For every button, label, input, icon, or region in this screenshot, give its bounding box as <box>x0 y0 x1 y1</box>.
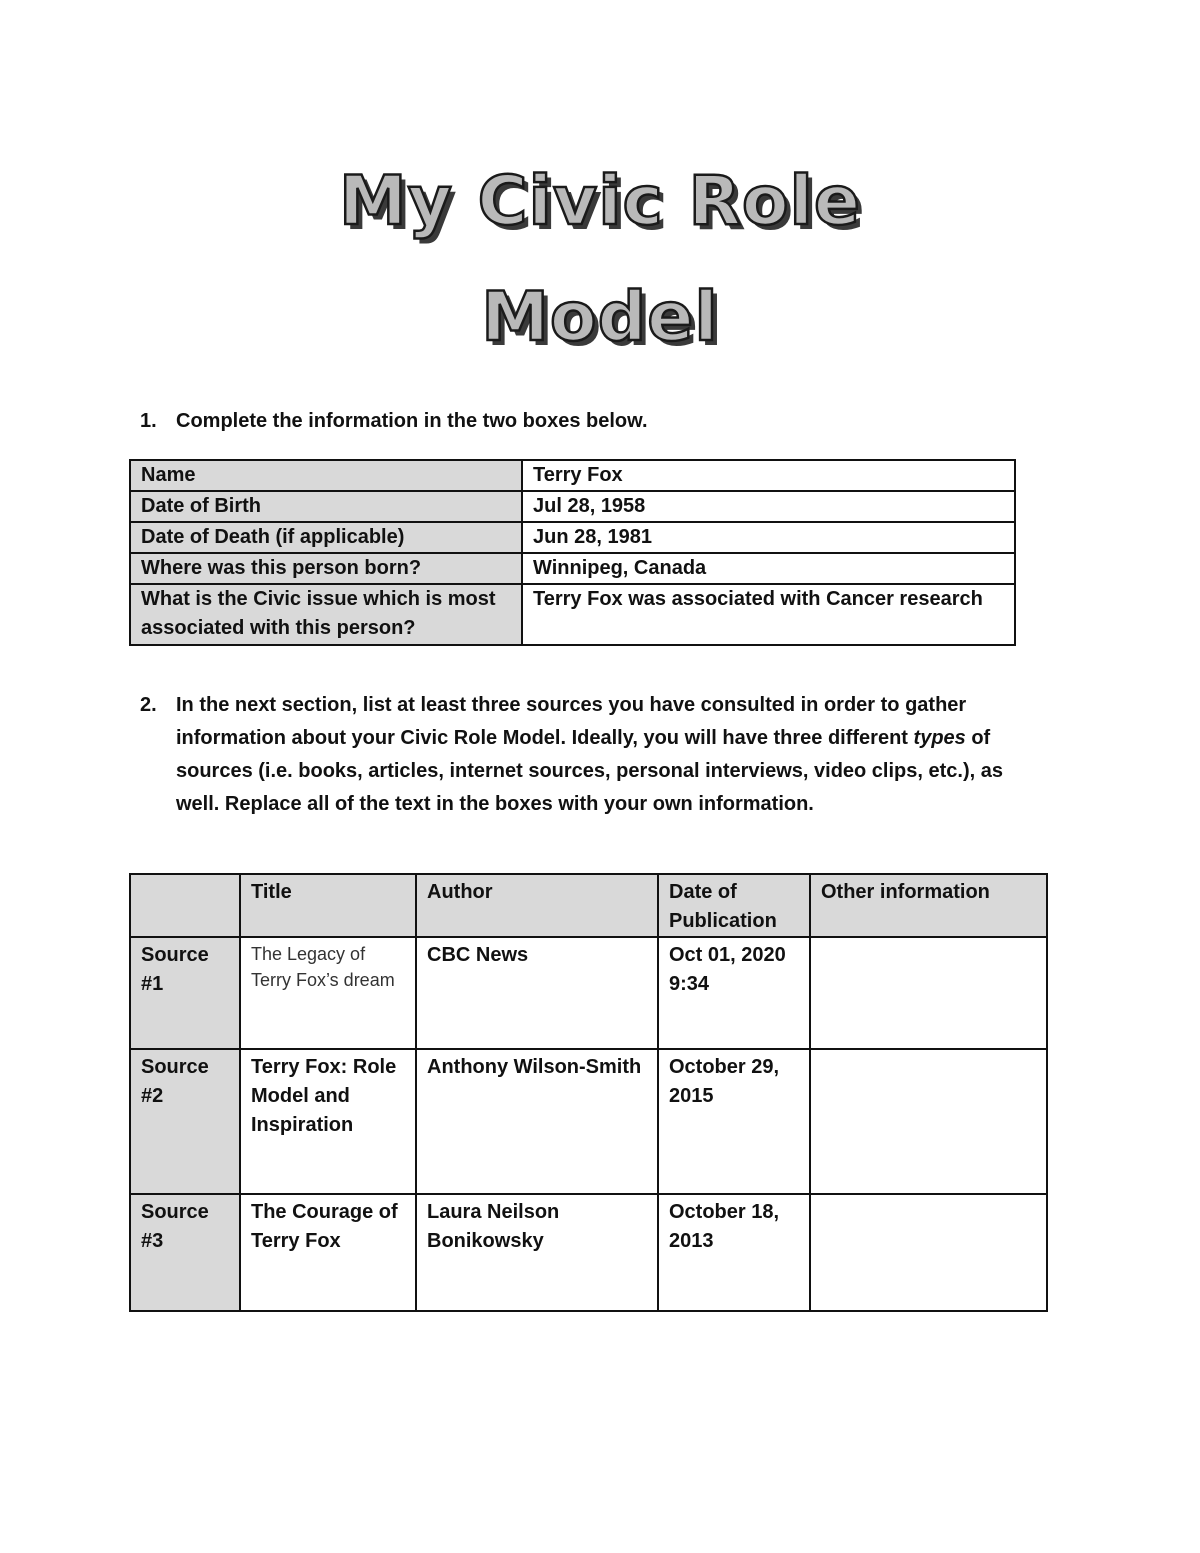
info-value-name[interactable]: Terry Fox <box>522 460 1015 491</box>
source-author[interactable]: Anthony Wilson-Smith <box>416 1049 658 1194</box>
table-row <box>130 491 1015 522</box>
instruction-number: 1. <box>140 410 157 432</box>
info-table <box>129 459 1016 646</box>
column-header-blank <box>130 874 240 937</box>
source-label: Source #1 <box>130 937 240 1049</box>
source-other[interactable] <box>810 1194 1047 1311</box>
page-title-line-1: My Civic Role <box>338 162 861 241</box>
source-date[interactable]: Oct 01, 2020 9:34 <box>658 937 810 1049</box>
info-label-civic-issue: What is the Civic issue which is most associated with this person? <box>130 584 522 645</box>
info-label-birthplace: Where was this person born? <box>130 553 522 584</box>
info-label-birth: Date of Birth <box>130 491 522 522</box>
column-header-date: Date of Publication <box>658 874 810 937</box>
table-row <box>130 553 1015 584</box>
instruction-text: Complete the information in the two boxes below. <box>176 410 648 432</box>
table-row <box>130 1049 1047 1194</box>
info-value-birthplace[interactable]: Winnipeg, Canada <box>522 553 1015 584</box>
table-row <box>130 584 1015 645</box>
table-row <box>130 522 1015 553</box>
info-label-death: Date of Death (if applicable) <box>130 522 522 553</box>
instruction-number: 2. <box>140 694 157 716</box>
source-author[interactable]: CBC News <box>416 937 658 1049</box>
info-value-birth[interactable]: Jul 28, 1958 <box>522 491 1015 522</box>
source-label: Source #3 <box>130 1194 240 1311</box>
instruction-2 <box>140 689 1020 821</box>
table-row <box>130 1194 1047 1311</box>
table-header-row <box>130 874 1047 937</box>
page-title-line-2: Model <box>481 278 719 357</box>
table-row <box>130 460 1015 491</box>
table-row <box>130 937 1047 1049</box>
info-value-civic-issue[interactable]: Terry Fox was associated with Cancer research <box>522 584 1015 645</box>
sources-table <box>129 873 1048 1312</box>
source-other[interactable] <box>810 937 1047 1049</box>
instruction-text-part: In the next section, list at least three sources you have consulted in order to gather information about your Civic Role Model. Ideally, you will have three different <box>176 694 967 749</box>
instruction-text-emphasis: types <box>913 727 966 749</box>
source-title[interactable]: Terry Fox: Role Model and Inspiration <box>240 1049 416 1194</box>
source-author[interactable]: Laura Neilson Bonikowsky <box>416 1194 658 1311</box>
column-header-other: Other information <box>810 874 1047 937</box>
source-date[interactable]: October 18, 2013 <box>658 1194 810 1311</box>
instruction-text-part: of sources (i.e. books, articles, internet sources, personal interviews, video clips, etc.), as well. Replace all of the text in the boxes with your own information. <box>176 727 1003 815</box>
source-date[interactable]: October 29, 2015 <box>658 1049 810 1194</box>
source-other[interactable] <box>810 1049 1047 1194</box>
instruction-text <box>176 689 1020 821</box>
info-label-name: Name <box>130 460 522 491</box>
column-header-author: Author <box>416 874 658 937</box>
column-header-title: Title <box>240 874 416 937</box>
instruction-1 <box>140 405 1020 438</box>
source-title[interactable]: The Courage of Terry Fox <box>240 1194 416 1311</box>
source-title[interactable]: The Legacy of Terry Fox’s dream <box>240 937 416 1049</box>
source-label: Source #2 <box>130 1049 240 1194</box>
info-value-death[interactable]: Jun 28, 1981 <box>522 522 1015 553</box>
